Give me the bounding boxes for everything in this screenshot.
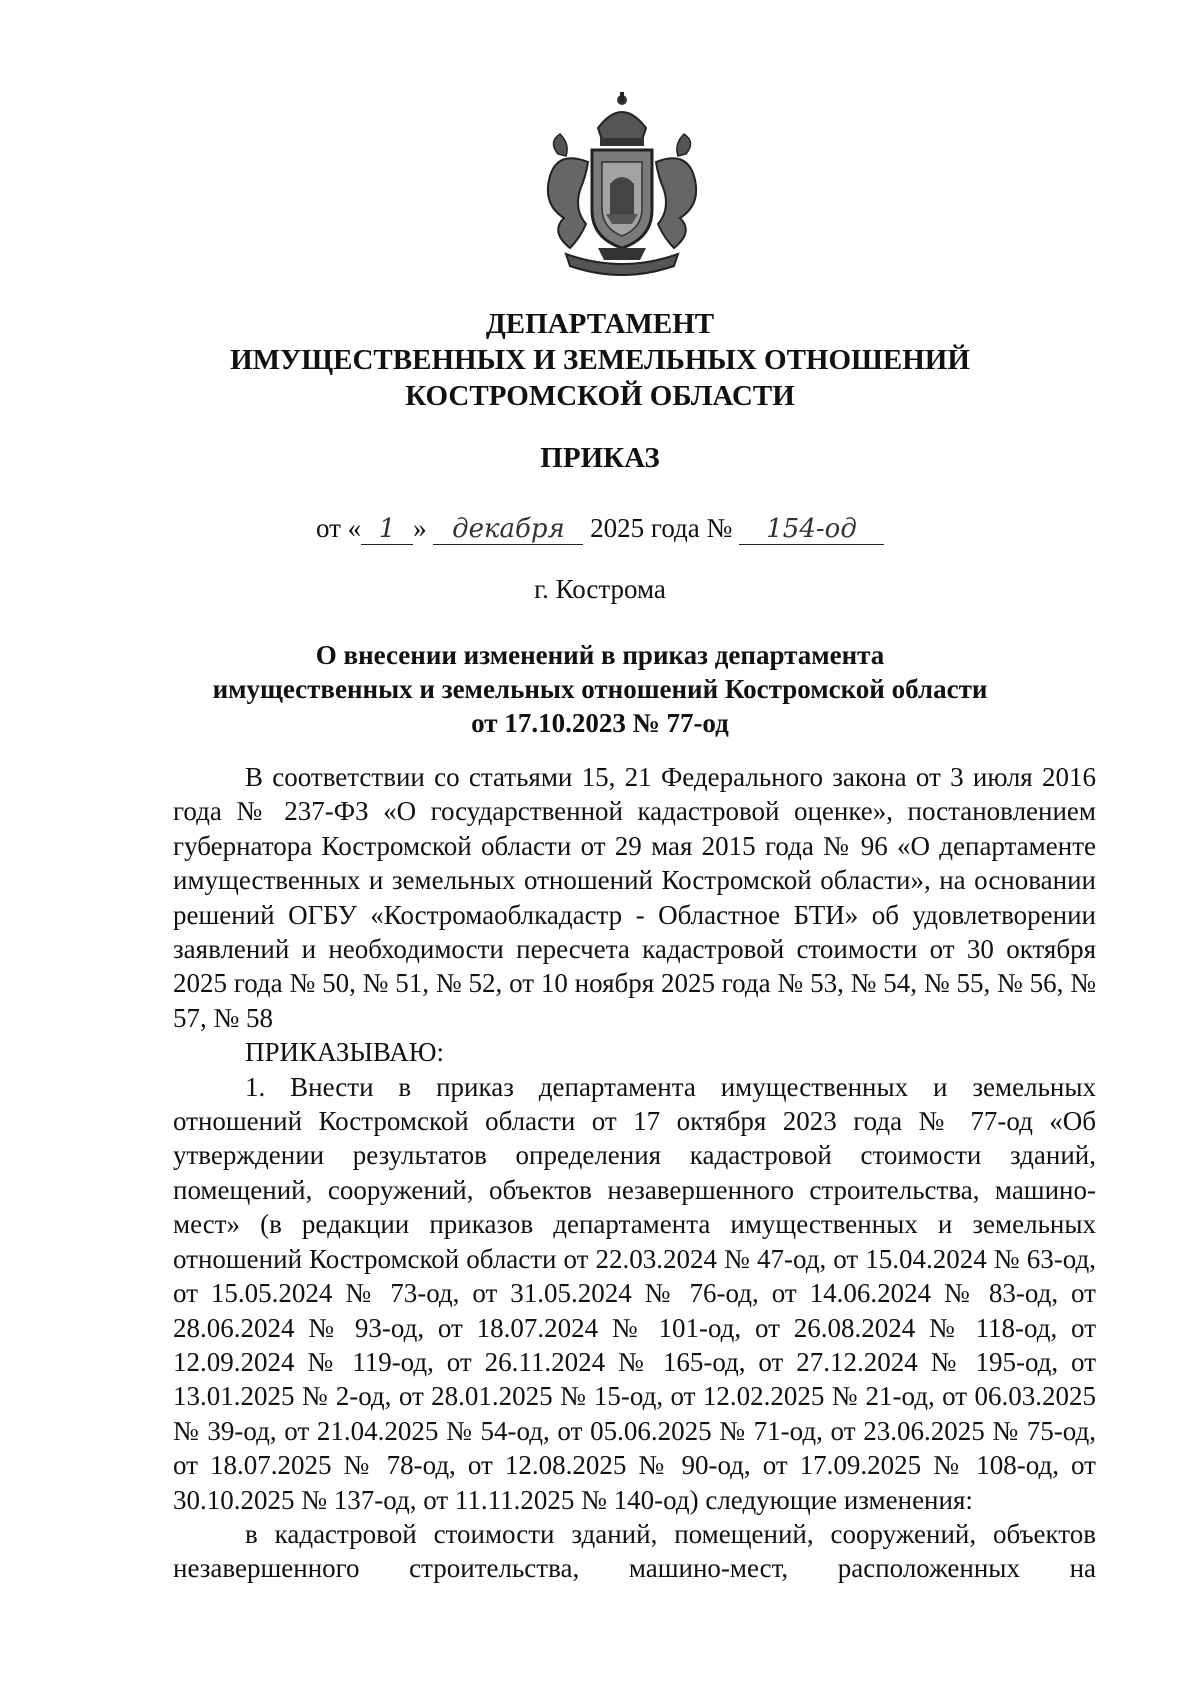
document-body: [173, 760, 1096, 1586]
city-line: г. Кострома: [534, 574, 666, 604]
date-mid: »: [413, 513, 427, 543]
date-month: декабря: [433, 514, 583, 545]
preamble-paragraph: В соответствии со статьями 15, 21 Федерального закона от 3 июля 2016 года № 237-ФЗ «О государственной кадастровой оценке», постановлением губернатора Костромской области от 29 мая 2015 года № 96 «О департаменте имущественных и земельных отношений Костромской области», на основании решений ОГБУ «Костромаоблкадастр - Областное БТИ» об удовлетворении заявлений и необходимости пересчета кадастровой стоимости от 30 октября 2025 года № 50, № 51, № 52, от 10 ноября 2025 года № 53, № 54, № 55, № 56, № 57, № 58: [173, 762, 1096, 1033]
item-1-paragraph: 1. Внести в приказ департамента имущественных и земельных отношений Костромской области от 17 октября 2023 года № 77-од «Об утверждении результатов определения кадастровой стоимости зданий, помещений, сооружений, объектов незавершенного строительства, машино-мест» (в редакции приказов департамента имущественных и земельных отношений Костромской области от 22.03.2024 № 47-од, от 15.04.2024 № 63-од, от 15.05.2024 № 73-од, от 31.05.2024 № 76-од, от 14.06.2024 № 83-од, от 28.06.2024 № 93-од, от 18.07.2024 № 101-од, от 26.08.2024 № 118-од, от 12.09.2024 № 119-од, от 26.11.2024 № 165-од, от 27.12.2024 № 195-од, от 13.01.2025 № 2-од, от 28.01.2025 № 15-од, от 12.02.2025 № 21-од, от 06.03.2025 № 39-од, от 21.04.2025 № 54-од, от 05.06.2025 № 71-од, от 23.06.2025 № 75-од, от 18.07.2025 № 78-од, от 12.08.2025 № 90-од, от 17.09.2025 № 108-од, от 30.10.2025 № 137-од, от 11.11.2025 № 140-од) следующие изменения:: [173, 1071, 1096, 1515]
header-line-1: ДЕПАРТАМЕНТ: [485, 308, 715, 340]
title-line-3: от 17.10.2023 № 77-од: [471, 708, 729, 738]
document-type: ПРИКАЗ: [540, 442, 660, 474]
header-line-2: ИМУЩЕСТВЕННЫХ И ЗЕМЕЛЬНЫХ ОТНОШЕНИЙ: [230, 344, 970, 376]
date-number-line: [0, 510, 1200, 546]
date-year-text: 2025 года №: [590, 513, 733, 543]
order-number: 154-од: [739, 514, 884, 545]
header-line-3: КОСТРОМСКОЙ ОБЛАСТИ: [405, 380, 795, 412]
title-line-1: О внесении изменений в приказ департамента: [315, 640, 885, 670]
title-line-2: имущественных и земельных отношений Костромской области: [212, 674, 988, 704]
coat-of-arms-emblem: [536, 92, 708, 282]
date-day: 1: [361, 514, 413, 545]
item-1-sub-paragraph: в кадастровой стоимости зданий, помещений, сооружений, объектов незавершенного строительства, машино-мест, расположенных на: [173, 1518, 1096, 1584]
document-title: [0, 638, 1200, 740]
department-header: [0, 306, 1200, 414]
decree-word: ПРИКАЗЫВАЮ:: [245, 1037, 444, 1068]
date-prefix: от «: [315, 513, 362, 543]
